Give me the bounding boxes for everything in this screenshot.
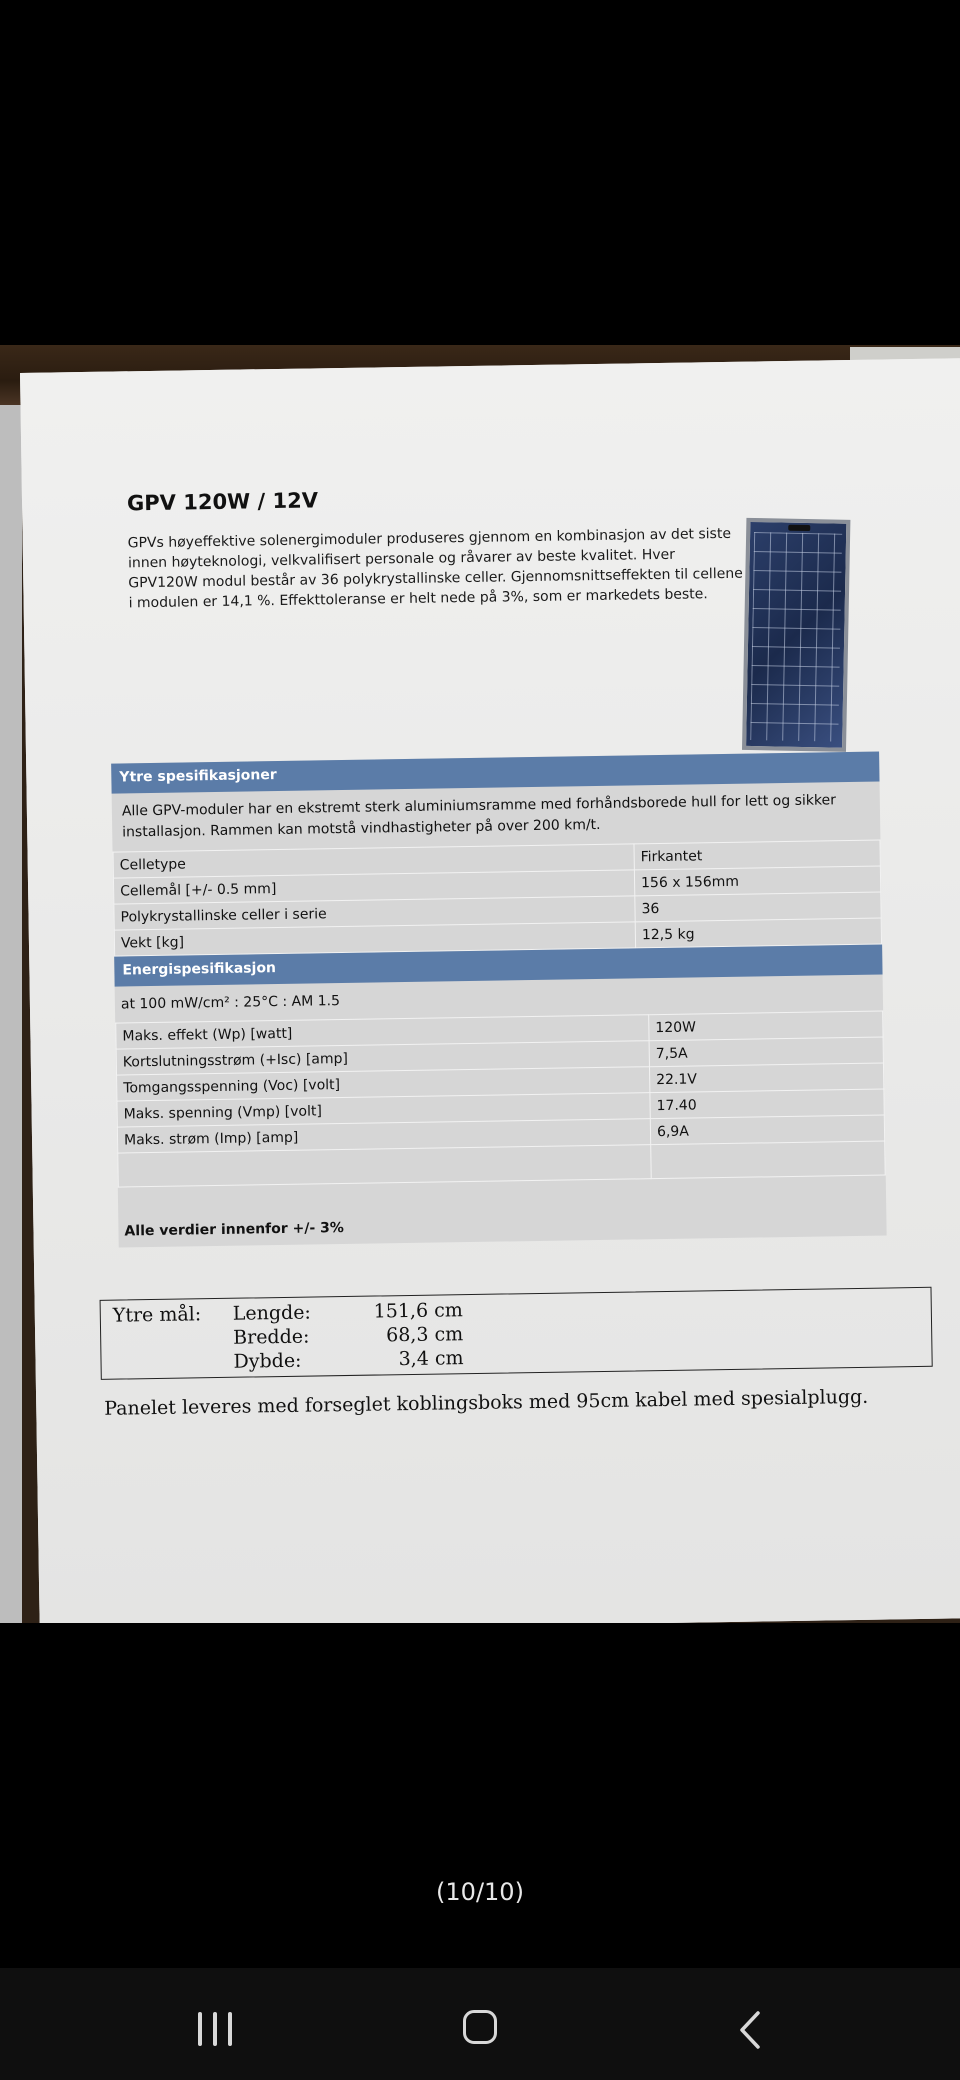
spec-value: 22.1V <box>649 1063 883 1093</box>
page-counter: (10/10) <box>436 1878 524 1906</box>
solar-panel-image <box>742 518 850 752</box>
intro-line: i modulen er 14,1 %. Effekttoleranse er helt nede på 3%, som er markedets beste. <box>128 586 708 612</box>
spec-value: 156 x 156mm <box>634 866 880 896</box>
dimension-value: 3,4 cm <box>398 1347 464 1371</box>
document-photo[interactable] <box>0 345 960 1623</box>
tolerance-note: Alle verdier innenfor +/- 3% <box>124 1220 345 1240</box>
junction-box <box>788 525 810 531</box>
spec-value: 36 <box>635 892 881 922</box>
document-title: GPV 120W / 12V <box>126 488 319 516</box>
spec-value: 12,5 kg <box>635 918 881 948</box>
dimension-label: Bredde: <box>233 1325 310 1349</box>
dimension-value: 68,3 cm <box>385 1323 464 1347</box>
spec-value: 6,9A <box>650 1115 884 1145</box>
dimension-row <box>233 1299 463 1327</box>
back-icon[interactable] <box>736 2010 766 2050</box>
energy-conditions: at 100 mW/cm² : 25°C : AM 1.5 <box>120 993 341 1013</box>
dimension-row <box>233 1323 463 1351</box>
description-line: Alle GPV-moduler har en ekstremt sterk aluminiumsramme med forhåndsborede hull for lett og sikker <box>121 792 837 820</box>
description-line: installasjon. Rammen kan motstå vindhastigheter på over 200 km/t. <box>122 816 601 841</box>
intro-line: GPVs høyeffektive solenergimoduler produseres gjennom en kombinasjon av det siste <box>127 525 732 552</box>
spec-label: Maks. strøm (Imp) [amp] <box>117 1119 650 1153</box>
intro-line: innen høyteknologi, velkvalifisert personale og råvarer av beste kvalitet. Hver <box>127 546 676 572</box>
energy-specs-heading: Energispesifikasjon <box>114 945 882 987</box>
energy-specs-table <box>115 1011 885 1188</box>
home-icon[interactable] <box>463 2010 497 2044</box>
spec-label: Cellemål [+/- 0.5 mm] <box>113 870 634 904</box>
spec-value: Firkantet <box>634 840 880 870</box>
footer-note: Panelet leveres med forseglet koblingsboks med 95cm kabel med spesialplugg. <box>104 1385 869 1420</box>
intro-line: GPV120W modul består av 36 polykrystallinske celler. Gjennomsnittseffekten til cellene <box>128 565 743 592</box>
spec-label: Tomgangsspenning (Voc) [volt] <box>117 1067 650 1101</box>
outer-specs-heading: Ytre spesifikasjoner <box>111 752 879 794</box>
dimension-label: Lengde: <box>232 1301 312 1325</box>
dimension-row <box>233 1347 463 1375</box>
spec-label: Celletype <box>113 844 634 878</box>
spec-label: Vekt [kg] <box>114 922 635 956</box>
navigation-bar <box>0 1968 960 2080</box>
recent-apps-icon[interactable] <box>196 2012 236 2048</box>
spec-label: Maks. spenning (Vmp) [volt] <box>117 1093 650 1127</box>
spec-block <box>111 752 887 1248</box>
dimension-value: 151,6 cm <box>373 1299 463 1323</box>
dimensions-box <box>100 1287 933 1380</box>
spec-sheet-paper <box>20 358 960 1623</box>
solar-cells-grid <box>750 532 842 742</box>
spec-value: 17.40 <box>650 1089 884 1119</box>
empty-cell <box>651 1141 886 1179</box>
dimension-label: Dybde: <box>233 1349 302 1373</box>
spec-label: Maks. effekt (Wp) [watt] <box>116 1015 649 1049</box>
dimensions-label: Ytre mål: <box>112 1303 202 1327</box>
outer-specs-table <box>113 840 883 957</box>
spec-label: Kortslutningsstrøm (+Isc) [amp] <box>116 1041 649 1075</box>
intro-paragraph <box>128 524 749 614</box>
spec-value: 120W <box>649 1011 883 1041</box>
spec-value: 7,5A <box>649 1037 883 1067</box>
spec-label: Polykrystallinske celler i serie <box>114 896 635 930</box>
back-sheet <box>0 405 22 1623</box>
